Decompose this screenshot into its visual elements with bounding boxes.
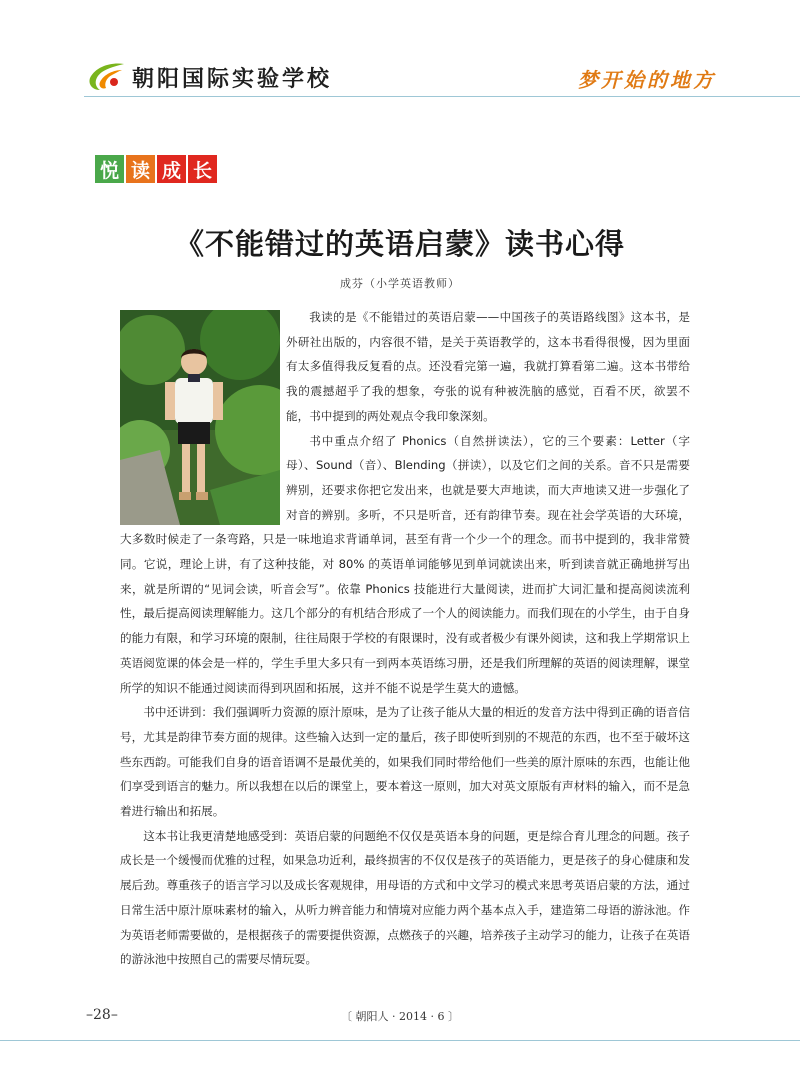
section-tag: 读 xyxy=(126,155,155,183)
section-tag: 成 xyxy=(157,155,186,183)
magazine-issue: 〔 朝阳人 · 2014 · 6 〕 xyxy=(341,1010,459,1023)
article-paragraph: 我读的是《不能错过的英语启蒙——中国孩子的英语路线图》这本书，是外研社出版的，内容很不错，是关于英语教学的，这本书看得很慢，因为里面有太多值得我反复看的点。还没看完第一遍，我就打算看第二遍。这本书带给我的震撼超乎了我的想象，夸张的说有种被洗脑的感觉，百看不厌，欲罢不能，书中提到的两处观点令我印象深刻。 xyxy=(286,310,690,423)
page-number: –28– xyxy=(86,1007,118,1023)
article-paragraph: 书中重点介绍了 Phonics（自然拼读法），它的三个要素：Letter（字母）、Sound（音）、Blending（拼读），以及它们之间的关系。音不只是需要辨别，还要求你把它发出来，也就是要大声地读，而大声地读又进一步强化了对音的辨别。多听，不只是听音，还有韵律节奏。现在社会学英语的大环境，大多数时候走了一条弯路，只是一味地追求背诵单词，甚至有背一个少一个的理念。而书中提到的，我非常赞同。它说，理论上讲，有了这种技能，对 80% 的英语单词能够见到单词就读出来，听到读音就正确地拼写出来，就是所谓的“见词会读，听音会写”。依靠 Phonics 技能进行大量阅读，进而扩大词汇量和提高阅读流利性，最后提高阅读理解能力。这几个部分的有机结合形成了一个人的阅读能力。而我们现在的小学生，由于自身的能力有限，和学习环境的限制，往往局限于学校的有限课时，没有或者极少有课外阅读，这和我上学期常识上英语阅览课的体会是一样的，学生手里大多只有一到两本英语练习册，还是我们所理解的英语的阅读理解，课堂所学的知识不能通过阅读而得到巩固和拓展，这并不能不说是学生莫大的遗憾。 xyxy=(120,433,690,695)
photo-spacer xyxy=(120,305,286,525)
article-author: 成芬（小学英语教师） xyxy=(340,277,460,290)
school-logo-icon xyxy=(84,58,130,94)
article-title: 《不能错过的英语启蒙》读书心得 xyxy=(174,227,625,261)
footer-divider xyxy=(0,1040,800,1041)
article-body xyxy=(120,305,690,972)
section-tags xyxy=(95,155,217,183)
section-tag: 悦 xyxy=(95,155,124,183)
article-paragraph: 书中还讲到：我们强调听力资源的原汁原味，是为了让孩子能从大量的相近的发音方法中得到正确的语音信号，尤其是韵律节奏方面的规律。这些输入达到一定的量后，孩子即使听到别的不规范的东西，也不至于破坏这些东西韵。可能我们自身的语音语调不是最优美的，如果我们同时带给他们一些美的原汁原味的东西，也能让他们享受到语言的魅力。所以我想在以后的课堂上，要本着这一原则，加大对英文原版有声材料的输入，而不是急着进行输出和拓展。 xyxy=(120,705,690,819)
page-header xyxy=(0,0,800,100)
header-divider xyxy=(84,96,800,97)
section-tag: 长 xyxy=(188,155,217,183)
article-paragraph: 这本书让我更清楚地感受到：英语启蒙的问题绝不仅仅是英语本身的问题，更是综合育儿理念的问题。孩子成长是一个缓慢而优雅的过程，如果急功近利，最终损害的不仅仅是孩子的英语能力，更是孩子的身心健康和发展后劲。尊重孩子的语言学习以及成长客观规律，用母语的方式和中文学习的模式来思考英语启蒙的方法，通过日常生活中原汁原味素材的输入，从听力辨音能力和情境对应能力两个基本点入手，建造第二母语的游泳池。作为英语老师需要做的，是根据孩子的需要提供资源，点燃孩子的兴趣，培养孩子主动学习的能力，让孩子在英语的游泳池中按照自己的需要尽情玩耍。 xyxy=(120,828,690,967)
school-name: 朝阳国际实验学校 xyxy=(132,66,333,92)
header-slogan: 梦开始的地方 xyxy=(578,68,716,92)
